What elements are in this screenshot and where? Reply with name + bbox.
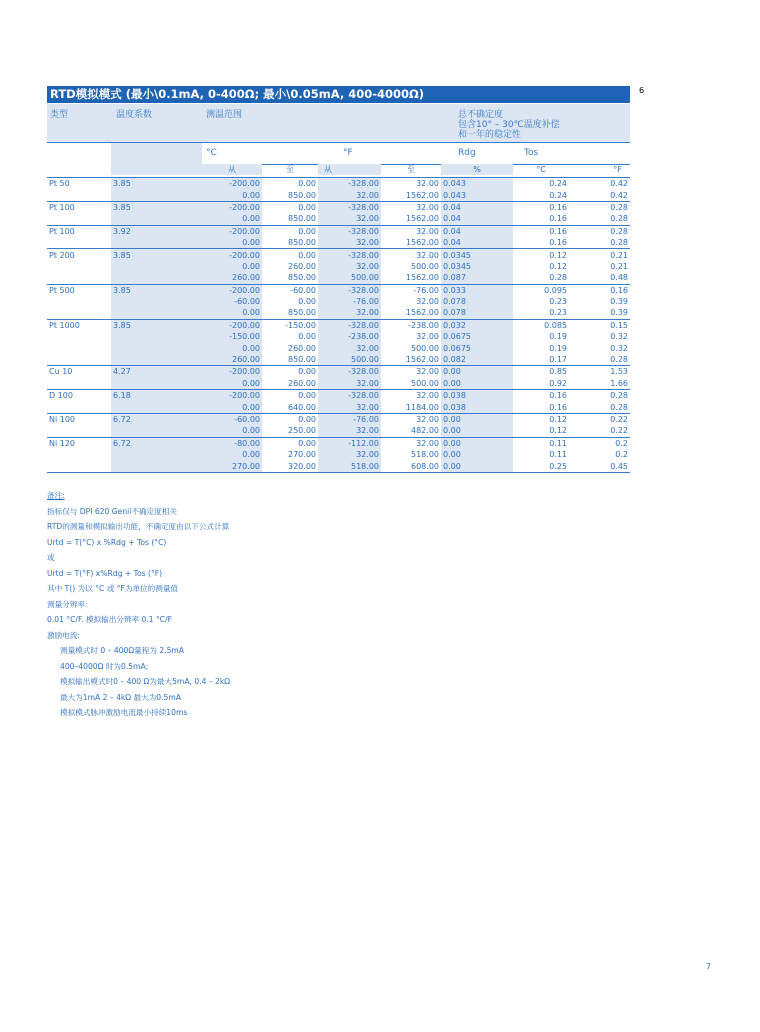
table-row xyxy=(47,460,630,472)
coef-cell: 6.72 xyxy=(111,437,202,449)
c-to-cell: 0.00 xyxy=(298,297,316,307)
rdg-pct-cell: 0.038 xyxy=(441,401,513,413)
tos-f-cell: 0.32 xyxy=(610,332,628,342)
c-from-cell: -200.00 xyxy=(202,390,262,402)
tos-c-cell: 0.16 xyxy=(513,225,569,237)
c-from-cell: -150.00 xyxy=(202,331,262,342)
sensor-type-cell xyxy=(47,237,111,249)
sensor-type-cell xyxy=(47,261,111,272)
tos-f-cell: 0.32 xyxy=(610,343,628,353)
tos-c-cell: 0.19 xyxy=(549,343,567,353)
tos-f-cell: 0.28 xyxy=(610,355,628,365)
f-from-cell: -328.00 xyxy=(318,201,381,213)
tos-c-cell: 0.12 xyxy=(513,249,569,261)
tos-f-cell: 0.28 xyxy=(569,390,630,402)
table-row xyxy=(47,249,630,261)
rdg-pct-cell: 0.032 xyxy=(441,319,513,331)
rdg-pct-cell: 0.00 xyxy=(441,437,513,449)
c-from-cell: -200.00 xyxy=(202,201,262,213)
note-line: RTD的测量和模拟输出功能，不确定度由以下公式计算 xyxy=(47,522,230,531)
sensor-type-cell xyxy=(47,189,111,201)
tos-c-cell: 0.12 xyxy=(513,413,569,425)
table-row xyxy=(47,261,630,272)
f-to-cell: 1562.00 xyxy=(405,238,439,248)
coef-cell: 3.85 xyxy=(111,249,202,261)
c-from-cell: 270.00 xyxy=(202,460,262,472)
rdg-pct-cell: 0.04 xyxy=(441,213,513,225)
sensor-type-cell xyxy=(47,401,111,413)
f-to-cell: 1562.00 xyxy=(405,190,439,200)
header-type: 类型 xyxy=(50,110,69,120)
coef-cell: 3.85 xyxy=(111,178,202,190)
c-from-cell: -60.00 xyxy=(202,296,262,307)
coef-cell xyxy=(111,331,202,342)
tos-c-cell: 0.23 xyxy=(549,297,567,307)
note-line: Urtd = T(°F) x%Rdg + Tos (°F) xyxy=(47,568,163,578)
sensor-type-cell: Pt 50 xyxy=(47,178,111,190)
subheader-unit-f: °F xyxy=(613,165,622,175)
tos-f-cell: 0.42 xyxy=(569,178,630,190)
c-from-cell: -80.00 xyxy=(202,437,262,449)
tos-f-cell: 0.16 xyxy=(569,284,630,296)
page-number-top: 6 xyxy=(639,86,645,95)
subheader-table xyxy=(47,164,630,175)
c-to-cell: 0.00 xyxy=(262,437,318,449)
c-from-cell: 0.00 xyxy=(202,307,262,319)
c-from-cell: -200.00 xyxy=(202,178,262,190)
f-from-cell: -328.00 xyxy=(318,284,381,296)
tos-f-cell: 0.22 xyxy=(610,426,628,436)
f-to-cell: 32.00 xyxy=(381,366,441,378)
tos-c-cell: 0.16 xyxy=(549,238,567,248)
c-to-cell: 0.00 xyxy=(262,413,318,425)
table-row xyxy=(47,201,630,213)
coef-cell: 3.85 xyxy=(111,284,202,296)
f-to-cell: 500.00 xyxy=(411,378,439,388)
c-to-cell: 850.00 xyxy=(288,355,316,365)
rdg-pct-cell: 0.043 xyxy=(441,189,513,201)
c-to-cell: 320.00 xyxy=(262,460,318,472)
table-row xyxy=(47,237,630,249)
table-row xyxy=(47,284,630,296)
f-to-cell: 32.00 xyxy=(416,297,439,307)
subheader-to-c: 至 xyxy=(286,165,294,175)
header-range: 测温范围 xyxy=(206,110,243,120)
header-tos: Tos xyxy=(524,148,539,158)
sensor-type-cell xyxy=(47,449,111,460)
note-indented-line: 模拟模式脉冲激励电流最小持续10ms xyxy=(60,708,188,717)
f-from-cell: -328.00 xyxy=(318,249,381,261)
f-from-cell: 32.00 xyxy=(318,401,381,413)
sensor-type-cell xyxy=(47,331,111,342)
coef-cell xyxy=(111,460,202,472)
coef-cell xyxy=(111,296,202,307)
header-celsius: °C xyxy=(206,148,217,158)
header-uncertainty-3: 和一年的稳定性 xyxy=(458,130,522,140)
table-row xyxy=(47,413,630,425)
rdg-pct-cell: 0.00 xyxy=(441,460,513,472)
f-to-cell: 32.00 xyxy=(381,178,441,190)
f-from-cell: 500.00 xyxy=(318,354,381,366)
c-to-cell: -150.00 xyxy=(262,319,318,331)
tos-f-cell: 0.28 xyxy=(610,214,628,224)
table-header xyxy=(47,104,630,164)
tos-f-cell: 0.42 xyxy=(610,190,628,200)
header-fahrenheit: °F xyxy=(343,148,353,158)
subheader-pct: % xyxy=(441,164,513,175)
f-to-cell: 1562.00 xyxy=(405,355,439,365)
coef-cell xyxy=(111,237,202,249)
sensor-type-cell: Cu 10 xyxy=(47,366,111,378)
tos-c-cell: 0.085 xyxy=(513,319,569,331)
tos-f-cell: 0.39 xyxy=(610,308,628,318)
rdg-pct-cell: 0.00 xyxy=(441,413,513,425)
tos-c-cell: 0.23 xyxy=(549,308,567,318)
note-indented-line: 模拟输出模式时0 – 400 Ω为最大5mA, 0.4 – 2kΩ xyxy=(60,677,231,686)
f-from-cell: -328.00 xyxy=(318,366,381,378)
rdg-pct-cell: 0.00 xyxy=(441,378,513,390)
table-row xyxy=(47,425,630,437)
rdg-pct-cell: 0.082 xyxy=(441,354,513,366)
note-line: 激励电流: xyxy=(47,630,80,640)
subheader-unit-c: °C xyxy=(536,165,546,175)
f-from-cell: 32.00 xyxy=(318,237,381,249)
tos-f-cell: 0.28 xyxy=(610,238,628,248)
rdg-pct-cell: 0.078 xyxy=(441,296,513,307)
table-title: RTD模拟模式 (最小\0.1mA, 0-400Ω; 最小\0.05mA, 400-4000Ω) xyxy=(47,86,630,103)
tos-c-cell: 0.12 xyxy=(549,261,567,271)
table-row xyxy=(47,319,630,331)
tos-c-cell: 0.19 xyxy=(549,332,567,342)
table-row xyxy=(47,296,630,307)
tos-c-cell: 0.095 xyxy=(513,284,569,296)
sensor-type-cell: Pt 100 xyxy=(47,201,111,213)
header-uncertainty-2: 包含10° – 30℃温度补偿 xyxy=(458,120,560,130)
f-to-cell: 1184.00 xyxy=(405,402,439,412)
table-row xyxy=(47,342,630,353)
tos-f-cell: 1.66 xyxy=(610,378,628,388)
coef-cell xyxy=(111,401,202,413)
sensor-type-cell: Pt 100 xyxy=(47,225,111,237)
tos-c-cell: 0.12 xyxy=(549,426,567,436)
f-from-cell: -76.00 xyxy=(318,413,381,425)
table-row xyxy=(47,366,630,378)
rdg-pct-cell: 0.00 xyxy=(441,366,513,378)
tos-c-cell: 0.11 xyxy=(513,437,569,449)
c-to-cell: 850.00 xyxy=(288,308,316,318)
coef-cell: 4.27 xyxy=(111,366,202,378)
header-uncertainty-1: 总不确定度 xyxy=(458,110,504,120)
c-to-cell: 260.00 xyxy=(288,261,316,271)
sensor-type-cell xyxy=(47,378,111,390)
note-line: 测量分辨率： xyxy=(47,599,93,609)
coef-cell xyxy=(111,425,202,437)
tos-c-cell: 0.16 xyxy=(513,201,569,213)
tos-f-cell: 0.22 xyxy=(569,413,630,425)
coef-cell: 6.18 xyxy=(111,390,202,402)
c-to-cell: 260.00 xyxy=(288,378,316,388)
sensor-type-cell: Pt 500 xyxy=(47,284,111,296)
f-from-cell: -328.00 xyxy=(318,390,381,402)
c-to-cell: 0.00 xyxy=(262,366,318,378)
table-row xyxy=(47,437,630,449)
sensor-type-cell xyxy=(47,213,111,225)
f-to-cell: 32.00 xyxy=(416,332,439,342)
f-to-cell: 608.00 xyxy=(381,460,441,472)
sensor-type-cell xyxy=(47,272,111,284)
tos-c-cell: 0.24 xyxy=(513,178,569,190)
c-to-cell: 250.00 xyxy=(288,426,316,436)
coef-cell: 3.85 xyxy=(111,319,202,331)
f-to-cell: 32.00 xyxy=(381,390,441,402)
tos-f-cell: 0.21 xyxy=(569,249,630,261)
f-to-cell: 500.00 xyxy=(411,261,439,271)
f-from-cell: 32.00 xyxy=(318,213,381,225)
coef-cell: 3.92 xyxy=(111,225,202,237)
f-to-cell: 32.00 xyxy=(381,201,441,213)
rdg-pct-cell: 0.033 xyxy=(441,284,513,296)
f-from-cell: -76.00 xyxy=(318,296,381,307)
sensor-type-cell xyxy=(47,342,111,353)
tos-c-cell: 0.25 xyxy=(513,460,569,472)
f-to-cell: 1562.00 xyxy=(405,214,439,224)
sensor-type-cell: Ni 100 xyxy=(47,413,111,425)
c-from-cell: -200.00 xyxy=(202,284,262,296)
c-to-cell: 270.00 xyxy=(288,450,316,460)
f-to-cell: -76.00 xyxy=(381,284,441,296)
coef-cell xyxy=(111,261,202,272)
subheader-to-f: 至 xyxy=(407,165,415,175)
f-to-cell: 32.00 xyxy=(381,437,441,449)
c-to-cell: 850.00 xyxy=(288,238,316,248)
f-from-cell: -112.00 xyxy=(318,437,381,449)
table-row xyxy=(47,378,630,390)
rdg-pct-cell: 0.0345 xyxy=(441,249,513,261)
tos-c-cell: 0.11 xyxy=(549,450,567,460)
note-indented-line: 测量模式时 0 – 400Ω量程为 2.5mA xyxy=(60,646,184,655)
c-to-cell: 850.00 xyxy=(288,214,316,224)
sensor-type-cell xyxy=(47,460,111,472)
tos-f-cell: 0.21 xyxy=(610,261,628,271)
coef-cell xyxy=(111,272,202,284)
coef-cell xyxy=(111,378,202,390)
sensor-type-cell xyxy=(47,354,111,366)
f-to-cell: 1562.00 xyxy=(405,273,439,283)
c-to-cell: 0.00 xyxy=(262,249,318,261)
tos-c-cell: 0.92 xyxy=(549,378,567,388)
f-to-cell: 1562.00 xyxy=(405,308,439,318)
tos-c-cell: 0.28 xyxy=(549,273,567,283)
rdg-pct-cell: 0.078 xyxy=(441,307,513,319)
c-to-cell: -60.00 xyxy=(262,284,318,296)
c-from-cell: 0.00 xyxy=(202,261,262,272)
c-to-cell: 640.00 xyxy=(288,402,316,412)
f-from-cell: 32.00 xyxy=(318,342,381,353)
f-from-cell: 32.00 xyxy=(318,189,381,201)
c-from-cell: 0.00 xyxy=(202,189,262,201)
notes-heading: 备注: xyxy=(47,491,65,500)
tos-f-cell: 0.28 xyxy=(569,225,630,237)
sensor-type-cell: Ni 120 xyxy=(47,437,111,449)
table-row xyxy=(47,390,630,402)
f-from-cell: -328.00 xyxy=(318,319,381,331)
tos-f-cell: 0.48 xyxy=(610,273,628,283)
header-coef: 温度系数 xyxy=(116,110,153,120)
f-from-cell: 32.00 xyxy=(318,261,381,272)
rtd-data-table xyxy=(47,177,630,473)
c-from-cell: 260.00 xyxy=(202,272,262,284)
notes xyxy=(47,488,230,721)
note-line: 指标仅与 DPI 620 Genii不确定度相关 xyxy=(47,506,177,516)
c-to-cell: 0.00 xyxy=(298,332,316,342)
tos-c-cell: 0.85 xyxy=(513,366,569,378)
tos-f-cell: 1.53 xyxy=(569,366,630,378)
table-row xyxy=(47,449,630,460)
c-from-cell: -60.00 xyxy=(202,413,262,425)
tos-f-cell: 0.28 xyxy=(569,201,630,213)
f-from-cell: -328.00 xyxy=(318,225,381,237)
c-from-cell: 0.00 xyxy=(202,449,262,460)
header-rdg: Rdg xyxy=(458,148,476,158)
rdg-pct-cell: 0.0345 xyxy=(441,261,513,272)
c-to-cell: 0.00 xyxy=(262,390,318,402)
f-from-cell: 32.00 xyxy=(318,307,381,319)
rdg-pct-cell: 0.087 xyxy=(441,272,513,284)
tos-f-cell: 0.28 xyxy=(610,402,628,412)
rdg-pct-cell: 0.038 xyxy=(441,390,513,402)
tos-f-cell: 0.2 xyxy=(615,450,628,460)
rdg-pct-cell: 0.043 xyxy=(441,178,513,190)
page-number-bottom: 7 xyxy=(706,962,712,971)
tos-f-cell: 0.15 xyxy=(569,319,630,331)
rdg-pct-cell: 0.04 xyxy=(441,237,513,249)
c-to-cell: 850.00 xyxy=(288,190,316,200)
c-from-cell: -200.00 xyxy=(202,225,262,237)
c-from-cell: -200.00 xyxy=(202,366,262,378)
subheader-from-f: 从 xyxy=(318,164,381,175)
tos-c-cell: 0.16 xyxy=(549,214,567,224)
table-row xyxy=(47,189,630,201)
table-row xyxy=(47,272,630,284)
table-row xyxy=(47,401,630,413)
note-line: 0.01 °C/F. 模拟输出分辨率 0.1 °C/F xyxy=(47,615,173,624)
table-row xyxy=(47,354,630,366)
rdg-pct-cell: 0.00 xyxy=(441,425,513,437)
sensor-type-cell xyxy=(47,307,111,319)
subheader-from-c: 从 xyxy=(202,164,262,175)
coef-cell: 3.85 xyxy=(111,201,202,213)
c-from-cell: 0.00 xyxy=(202,378,262,390)
f-to-cell: 482.00 xyxy=(411,426,439,436)
tos-f-cell: 0.39 xyxy=(610,297,628,307)
c-from-cell: -200.00 xyxy=(202,249,262,261)
table-row xyxy=(47,213,630,225)
header-shade-coef xyxy=(111,142,202,164)
f-to-cell: -238.00 xyxy=(381,319,441,331)
table-row xyxy=(47,331,630,342)
note-line: 或 xyxy=(47,553,55,562)
f-from-cell: 500.00 xyxy=(318,272,381,284)
c-from-cell: 0.00 xyxy=(202,342,262,353)
header-rule-1 xyxy=(47,142,630,143)
f-to-cell: 32.00 xyxy=(381,225,441,237)
c-from-cell: 260.00 xyxy=(202,354,262,366)
rdg-pct-cell: 0.04 xyxy=(441,225,513,237)
sensor-type-cell: Pt 1000 xyxy=(47,319,111,331)
sensor-type-cell xyxy=(47,296,111,307)
table-row xyxy=(47,178,630,190)
c-to-cell: 850.00 xyxy=(288,273,316,283)
coef-cell: 6.72 xyxy=(111,413,202,425)
c-to-cell: 260.00 xyxy=(288,343,316,353)
f-from-cell: 32.00 xyxy=(318,425,381,437)
coef-cell xyxy=(111,342,202,353)
sensor-type-cell: Pt 200 xyxy=(47,249,111,261)
c-from-cell: 0.00 xyxy=(202,213,262,225)
tos-c-cell: 0.17 xyxy=(549,355,567,365)
note-line: 其中 T() 为以 °C 或 °F为单位的测量值 xyxy=(47,584,179,593)
note-indented-line: 400–4000Ω 时为0.5mA; xyxy=(60,661,149,671)
note-indented-line: 最大为1mA 2 – 4kΩ 最大为0.5mA xyxy=(60,692,181,702)
c-from-cell: 0.00 xyxy=(202,401,262,413)
f-from-cell: 32.00 xyxy=(318,378,381,390)
c-to-cell: 0.00 xyxy=(262,201,318,213)
f-from-cell: 518.00 xyxy=(318,460,381,472)
tos-c-cell: 0.24 xyxy=(549,190,567,200)
tos-c-cell: 0.16 xyxy=(513,390,569,402)
f-from-cell: -328.00 xyxy=(318,178,381,190)
f-from-cell: 32.00 xyxy=(318,449,381,460)
c-from-cell: 0.00 xyxy=(202,425,262,437)
f-to-cell: 32.00 xyxy=(381,249,441,261)
f-to-cell: 32.00 xyxy=(381,413,441,425)
note-line: Urtd = T(°C) x %Rdg + Tos (°C) xyxy=(47,537,167,547)
tos-f-cell: 0.45 xyxy=(569,460,630,472)
table-row xyxy=(47,307,630,319)
f-to-cell: 518.00 xyxy=(411,450,439,460)
tos-f-cell: 0.2 xyxy=(569,437,630,449)
f-from-cell: -238.00 xyxy=(318,331,381,342)
c-from-cell: -200.00 xyxy=(202,319,262,331)
rdg-pct-cell: 0.0675 xyxy=(441,342,513,353)
c-from-cell: 0.00 xyxy=(202,237,262,249)
coef-cell xyxy=(111,213,202,225)
sensor-type-cell: D 100 xyxy=(47,390,111,402)
coef-cell xyxy=(111,354,202,366)
coef-cell xyxy=(111,189,202,201)
sensor-type-cell xyxy=(47,425,111,437)
rdg-pct-cell: 0.0675 xyxy=(441,331,513,342)
c-to-cell: 0.00 xyxy=(262,178,318,190)
rdg-pct-cell: 0.00 xyxy=(441,449,513,460)
c-to-cell: 0.00 xyxy=(262,225,318,237)
table-row xyxy=(47,225,630,237)
f-to-cell: 500.00 xyxy=(411,343,439,353)
rdg-pct-cell: 0.04 xyxy=(441,201,513,213)
coef-cell xyxy=(111,307,202,319)
coef-cell xyxy=(111,449,202,460)
tos-c-cell: 0.16 xyxy=(549,402,567,412)
